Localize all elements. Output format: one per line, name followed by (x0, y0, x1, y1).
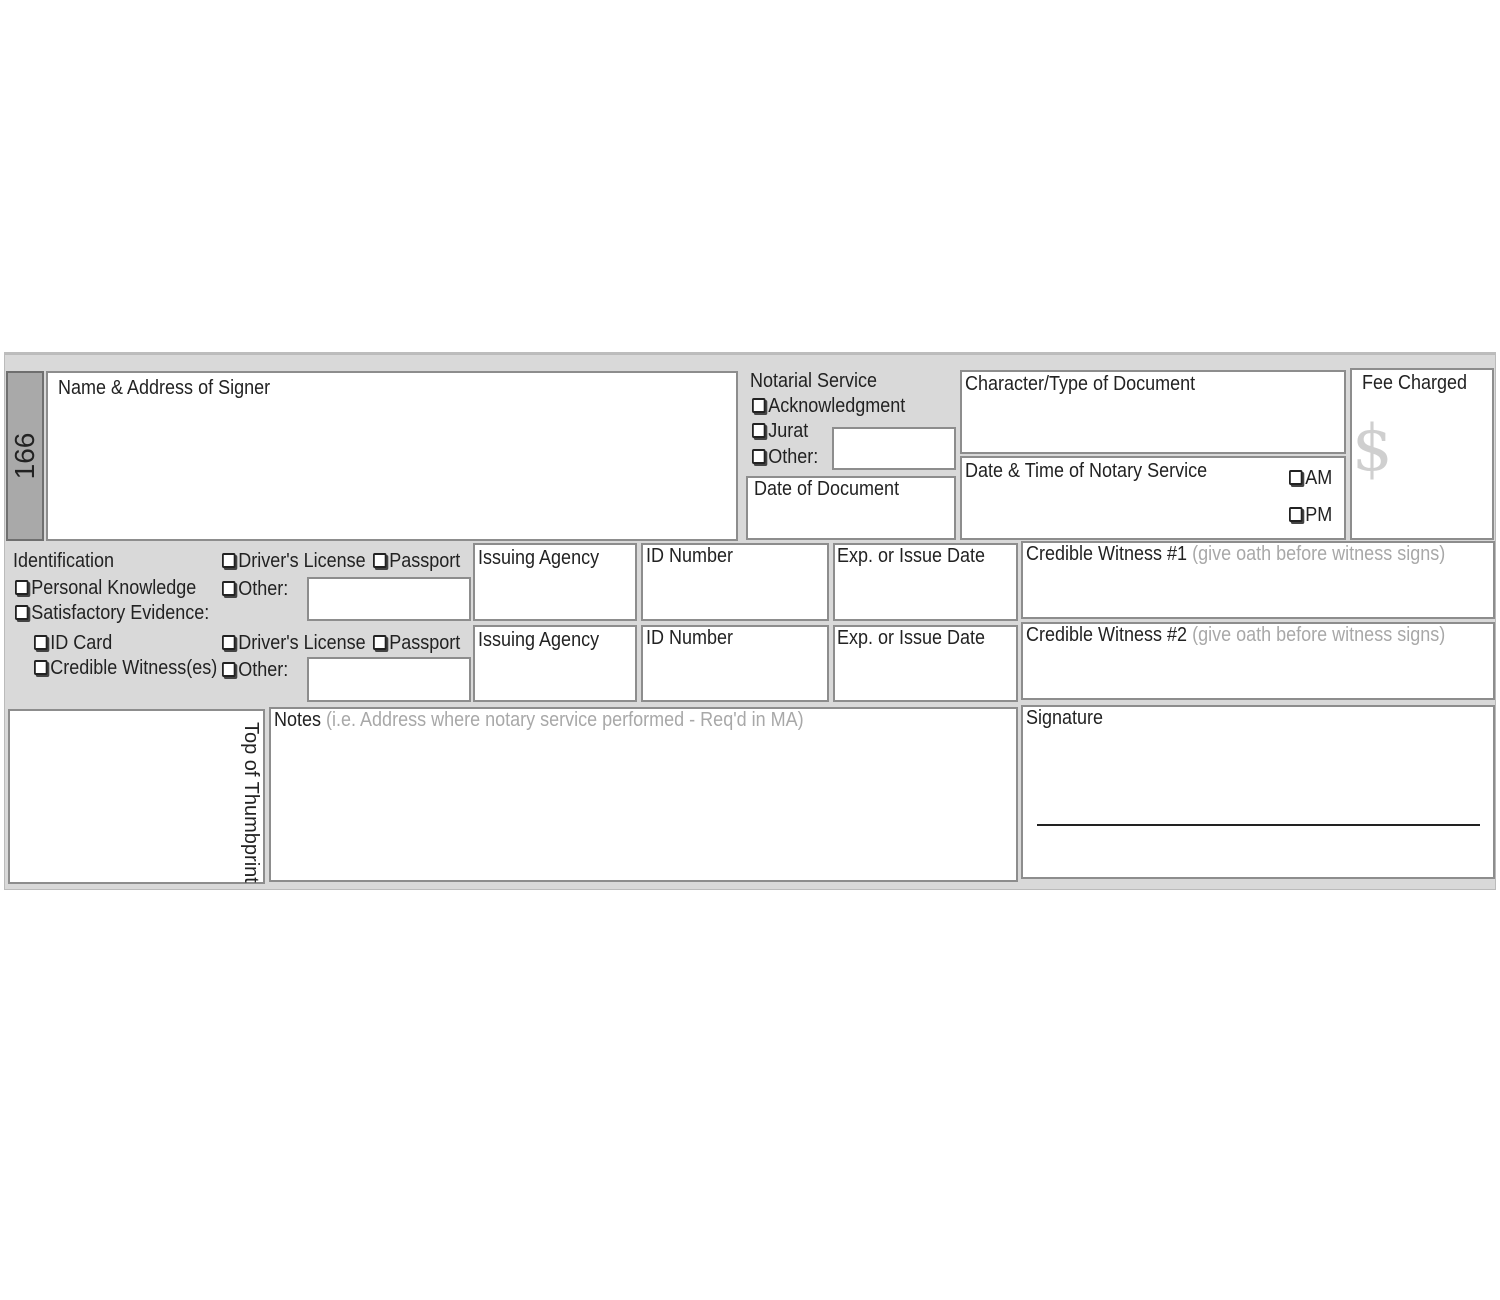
id-other-label-2: Other: (238, 659, 289, 681)
credible-witnesses-option[interactable] (34, 657, 217, 679)
id-card-option[interactable] (34, 632, 112, 654)
credible-witnesses-label: Credible Witness(es) (50, 657, 218, 679)
satisfactory-evidence-label: Satisfactory Evidence: (31, 602, 210, 624)
service-other-input[interactable] (832, 427, 956, 470)
fee-label: Fee Charged (1362, 372, 1468, 394)
credible-witness-2-hint: (give oath before witness signs) (1192, 624, 1446, 646)
id-other-checkbox-2[interactable] (222, 662, 236, 677)
notes-field[interactable] (269, 707, 1018, 882)
issuing-agency-label-2: Issuing Agency (478, 629, 600, 651)
am-label: AM (1305, 467, 1333, 489)
pm-label: PM (1305, 504, 1333, 526)
credible-witness-2-title: Credible Witness #2 (1026, 624, 1188, 646)
exp-issue-date-label-2: Exp. or Issue Date (837, 627, 986, 649)
notarial-service-title: Notarial Service (750, 370, 878, 392)
signer-label: Name & Address of Signer (58, 377, 271, 399)
drivers-license-option-1[interactable] (222, 550, 366, 572)
pm-option[interactable] (1289, 504, 1332, 526)
am-checkbox[interactable] (1289, 470, 1303, 485)
notes-label (274, 709, 804, 731)
credible-witnesses-checkbox[interactable] (34, 660, 48, 675)
record-number-tab (6, 371, 44, 541)
personal-knowledge-label: Personal Knowledge (31, 577, 197, 599)
credible-witness-2-label (1026, 624, 1445, 646)
acknowledgment-label: Acknowledgment (768, 395, 906, 417)
date-time-label: Date & Time of Notary Service (965, 460, 1208, 482)
notes-hint: (i.e. Address where notary service performed - Req'd in MA) (326, 709, 804, 731)
id-other-label-1: Other: (238, 578, 289, 600)
jurat-checkbox[interactable] (752, 423, 766, 438)
dollar-sign: $ (1352, 412, 1393, 486)
service-other-label: Other: (768, 446, 819, 468)
pm-checkbox[interactable] (1289, 507, 1303, 522)
record-number: 166 (9, 432, 40, 480)
passport-label-1: Passport (389, 550, 461, 572)
notes-title: Notes (274, 709, 322, 731)
issuing-agency-label-1: Issuing Agency (478, 547, 600, 569)
satisfactory-evidence-option[interactable] (15, 602, 209, 624)
signature-field[interactable] (1021, 705, 1495, 879)
exp-issue-date-label-1: Exp. or Issue Date (837, 545, 986, 567)
signature-label: Signature (1026, 707, 1104, 729)
id-number-label-2: ID Number (646, 627, 734, 649)
jurat-label: Jurat (768, 420, 809, 442)
id-other-option-1[interactable] (222, 578, 288, 600)
passport-checkbox-1[interactable] (373, 553, 387, 568)
passport-option-1[interactable] (373, 550, 460, 572)
id-other-input-2[interactable] (307, 657, 471, 702)
acknowledgment-checkbox[interactable] (752, 398, 766, 413)
personal-knowledge-checkbox[interactable] (15, 580, 29, 595)
id-card-label: ID Card (50, 632, 113, 654)
id-other-input-1[interactable] (307, 577, 471, 621)
id-other-checkbox-1[interactable] (222, 581, 236, 596)
id-number-label-1: ID Number (646, 545, 734, 567)
am-option[interactable] (1289, 467, 1332, 489)
drivers-license-label-1: Driver's License (238, 550, 366, 572)
drivers-license-checkbox-1[interactable] (222, 553, 236, 568)
satisfactory-evidence-checkbox[interactable] (15, 605, 29, 620)
credible-witness-1-hint: (give oath before witness signs) (1192, 543, 1446, 565)
passport-checkbox-2[interactable] (373, 635, 387, 650)
drivers-license-label-2: Driver's License (238, 632, 366, 654)
thumbprint-field[interactable] (8, 709, 265, 884)
identification-title: Identification (13, 550, 115, 572)
drivers-license-checkbox-2[interactable] (222, 635, 236, 650)
id-other-option-2[interactable] (222, 659, 288, 681)
service-other-checkbox[interactable] (752, 449, 766, 464)
id-card-checkbox[interactable] (34, 635, 48, 650)
credible-witness-1-label (1026, 543, 1445, 565)
service-other-option[interactable] (752, 446, 818, 468)
signature-line (1037, 824, 1480, 826)
personal-knowledge-option[interactable] (15, 577, 196, 599)
credible-witness-1-title: Credible Witness #1 (1026, 543, 1188, 565)
passport-option-2[interactable] (373, 632, 460, 654)
thumbprint-label: Top of Thumbprint (240, 722, 262, 883)
drivers-license-option-2[interactable] (222, 632, 366, 654)
date-of-document-label: Date of Document (754, 478, 900, 500)
character-type-label: Character/Type of Document (965, 373, 1196, 395)
acknowledgment-option[interactable] (752, 395, 905, 417)
jurat-option[interactable] (752, 420, 808, 442)
passport-label-2: Passport (389, 632, 461, 654)
